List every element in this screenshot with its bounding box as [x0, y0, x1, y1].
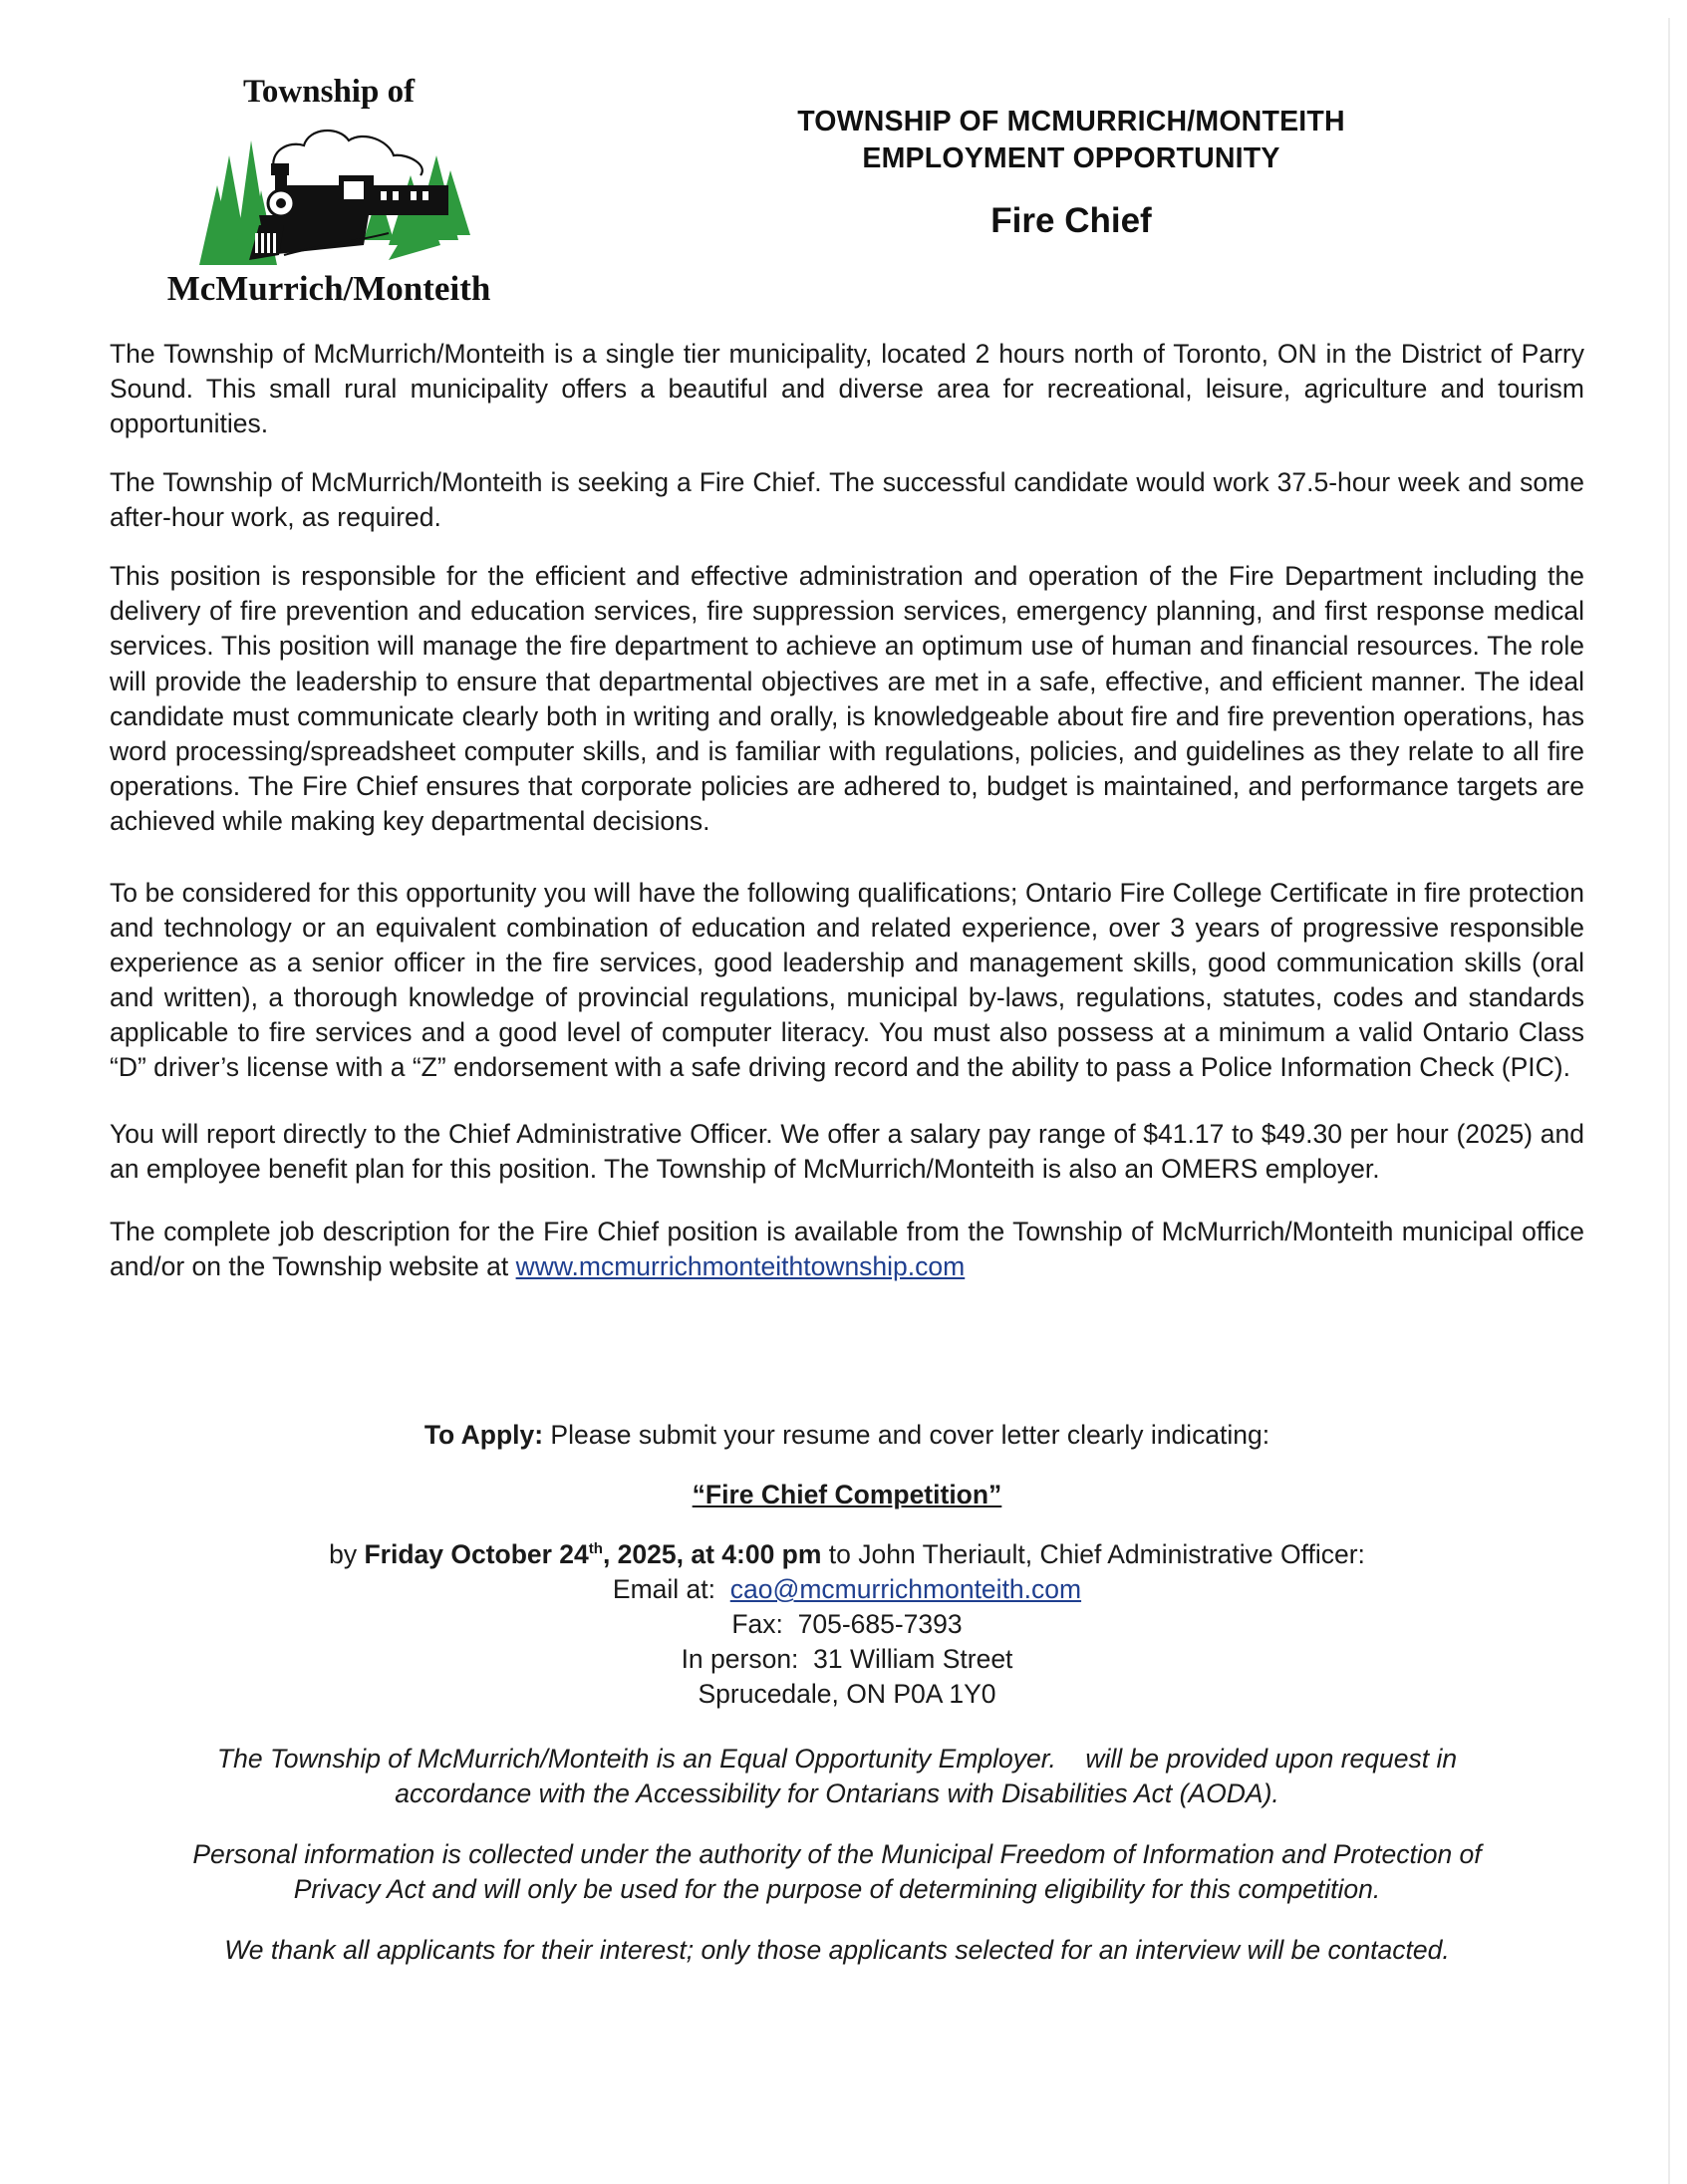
privacy-line-2: Privacy Act and will only be used for the purpose of determining eligibility for this competition. — [293, 1874, 1381, 1904]
apply-instruction-text: Please submit your resume and cover letter clearly indicating: — [543, 1420, 1270, 1450]
paragraph-seeking: The Township of McMurrich/Monteith is seeking a Fire Chief. The successful candidate would work 37.5-hour week and some after-hour work, as required. — [110, 467, 1584, 532]
competition-name: “Fire Chief Competition” — [692, 1480, 1002, 1509]
deadline-by: by — [329, 1539, 365, 1569]
apply-label: To Apply: — [423, 1420, 544, 1450]
privacy-line-1: Personal information is collected under the authority of the Municipal Freedom of Information and Protection of — [192, 1839, 1482, 1869]
steam-train-icon — [189, 116, 478, 265]
page-edge-divider — [1668, 18, 1670, 2184]
apply-instruction — [110, 1417, 1584, 1453]
paragraph-responsibilities: This position is responsible for the efficient and effective administration and operation of the Fire Department including the delivery of fire prevention and education services, fire suppression services, emergency planning, and first response medical services. This position will manage the fire department to achieve an optimum use of human and financial resources. The role will provide the leadership to ensure that departmental objectives are met in a safe, effective, and efficient manner. The ideal candidate must communicate clearly both in writing and orally, is knowledgeable about fire and fire prevention operations, has word processing/spreadsheet computer skills, and is familiar with regulations, policies, and guidelines as they relate to all fire operations. The Fire Chief ensures that corporate policies are adhered to, budget is maintained, and performance targets are achieved while making key departmental decisions. — [110, 561, 1584, 837]
job-description-body — [110, 337, 1584, 1284]
apply-section — [110, 1417, 1584, 1712]
contact-block — [110, 1572, 1584, 1712]
deadline-date: Friday October 24 — [364, 1539, 589, 1569]
header-township: TOWNSHIP OF MCMURRICH/MONTEITH — [797, 106, 1345, 137]
township-logo — [130, 74, 528, 313]
email-label: Email at: — [612, 1574, 730, 1604]
paragraph-salary: You will report directly to the Chief Administrative Officer. We offer a salary pay range of $41.17 to $49.30 per hour (2025) and an employee benefit plan for this position. The Township of McMurrich/Monteith is also an OMERS employer. — [110, 1118, 1584, 1184]
email-link[interactable]: cao@mcmurrichmonteith.com — [729, 1574, 1082, 1604]
document-header — [698, 104, 1445, 241]
thanks-note: We thank all applicants for their interest; only those applicants selected for an interview will be contacted. — [224, 1935, 1450, 1965]
page-title: Fire Chief — [990, 201, 1152, 240]
logo-bottom-text: McMurrich/Monteith — [166, 269, 491, 308]
eeo-line-1: The Township of McMurrich/Monteith is an Equal Opportunity Employer. will be provided upon request in — [216, 1744, 1458, 1774]
paragraph-intro: The Township of McMurrich/Monteith is a single tier municipality, located 2 hours north of Toronto, ON in the District of Parry Sound. This small rural municipality offers a beautiful and diverse area for recreational, leisure, agriculture and tourism opportunities. — [110, 339, 1584, 438]
email-line — [110, 1572, 1584, 1607]
footer-notices — [60, 1742, 1614, 1968]
township-website-link[interactable]: www.mcmurrichmonteithtownship.com — [515, 1250, 966, 1281]
in-person-line: In person: 31 William Street — [681, 1644, 1013, 1674]
paragraph-job-description — [110, 1215, 1584, 1284]
job-description-text: The complete job description for the Fire Chief position is available from the Township of McMurrich/Monteith municipal office and/or on the Township website at — [110, 1216, 1584, 1281]
eeo-line-2: accordance with the Accessibility for Ontarians with Disabilities Act (AODA). — [395, 1778, 1279, 1808]
recipient: to John Theriault, Chief Administrative Officer: — [821, 1539, 1365, 1569]
deadline-time: , 2025, at 4:00 pm — [602, 1539, 822, 1569]
deadline-ordinal: th — [588, 1540, 603, 1558]
paragraph-qualifications: To be considered for this opportunity you will have the following qualifications; Ontario Fire College Certificate in fire protection and technology or an equivalent combination of education and related experience, over 3 years of progressive responsible experience as a senior officer in the fire services, good leadership and management skills, good communication skills (oral and written), a thorough knowledge of provincial regulations, municipal by-laws, regulations, statutes, codes and standards applicable to fire services and a good level of computer literacy. You must also possess at a minimum a valid Ontario Class “D” driver’s license with a “Z” endorsement with a safe driving record and the ability to pass a Police Information Check (PIC). — [110, 877, 1584, 1082]
header-employment: EMPLOYMENT OPPORTUNITY — [862, 142, 1280, 174]
logo-top-text: Township of — [242, 74, 416, 110]
city-line: Sprucedale, ON P0A 1Y0 — [698, 1679, 996, 1709]
fax-line: Fax: 705-685-7393 — [731, 1609, 963, 1639]
deadline-line — [110, 1536, 1584, 1572]
